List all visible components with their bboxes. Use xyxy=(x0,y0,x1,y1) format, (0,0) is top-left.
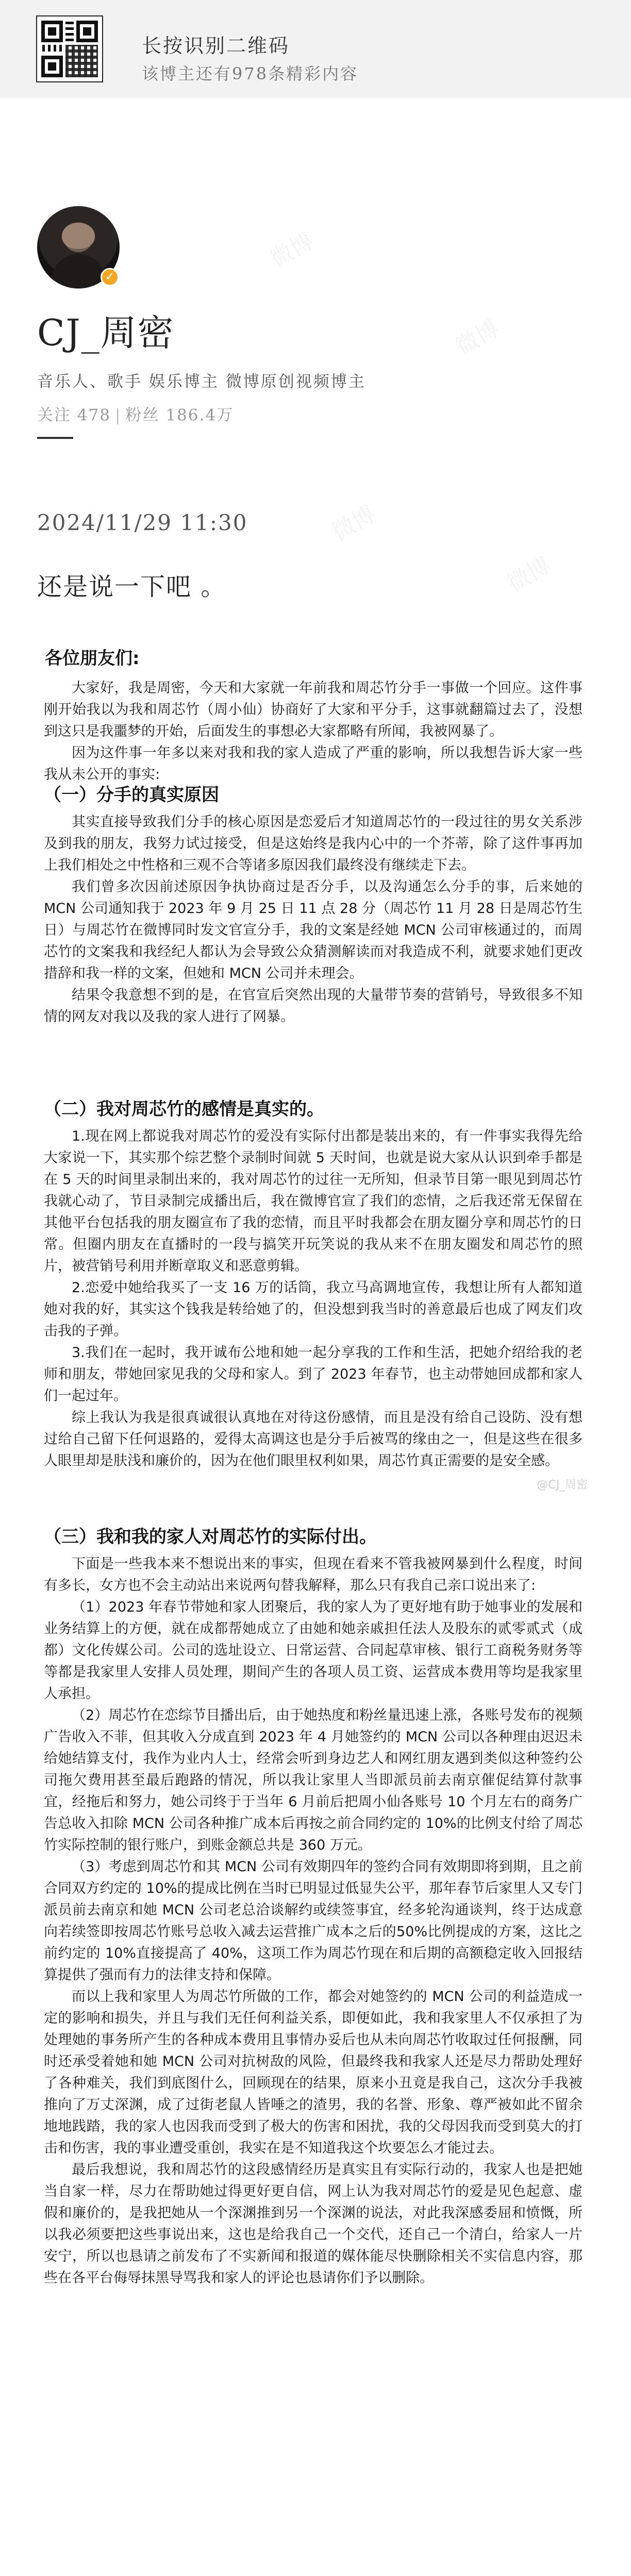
fans-count: 粉丝 186.4万 xyxy=(125,406,234,425)
qr-code[interactable] xyxy=(36,15,103,82)
follow-count: 关注 478 xyxy=(37,406,111,425)
section-2-body xyxy=(44,1126,583,1472)
paragraph: 下面是一些我本来不想说出来的事实，但现在看来不管我被网暴到什么程度，时间有多长，女方也不会主动站出来说两句替我解释，那么只有我自己亲口说出来了: xyxy=(44,1556,583,1594)
top-banner xyxy=(0,0,631,98)
section-3-title: （三）我和我的家人对周芯竹的实际付出。 xyxy=(44,1527,377,1547)
watermark: 微博 xyxy=(265,227,319,273)
paragraph: 结果令我意想不到的是，在官宣后突然出现的大量带节奏的营销号，导致很多不知情的网友对我以及我的家人进行了网暴。 xyxy=(44,987,583,1025)
user-stats: 关注 478 | 粉丝 186.4万 xyxy=(37,406,234,425)
watermark: 微博 xyxy=(327,500,380,546)
banner-subtitle: 该博主还有978条精彩内容 xyxy=(142,64,359,83)
section-3-body xyxy=(44,1553,583,2289)
banner-title: 长按识别二维码 xyxy=(142,35,290,57)
intro-paragraphs xyxy=(44,677,583,786)
paragraph: 2.恋爱中她给我买了一支 16 万的话筒，我立马高调地宣传，我想让所有人都知道她对我的好，其实这个钱我是转给她了的，但没想到我当时的善意最后也成了网友们攻击我的子弹。 xyxy=(44,1280,583,1339)
post-text: 还是说一下吧 。 xyxy=(37,572,227,601)
user-name[interactable]: CJ_周密 xyxy=(37,312,175,354)
paragraph: 因为这件事一年多以来对我和我的家人造成了严重的影响，所以我想告诉大家一些我从未公开的事实: xyxy=(44,745,583,783)
divider xyxy=(37,437,73,439)
paragraph: （2）周芯竹在恋综节目播出后，由于她热度和粉丝量迅速上涨，各账号发布的视频广告收入不菲，但其收入分成直到 2023 年 4 月她签约的 MCN 公司以各种理由迟迟未给她结算支付，我作为业内人士，经常会听到身边艺人和网红朋友遇到类似这种签约公司拖欠费用甚至最后跑路的情况，所以我让家里人当即派员前去南京催促结算付款事宜，经拖后和努力，她公司终于于当年 6 月前后把周小仙各账号 10 个月左右的商务广告总收入扣除 MCN 公司各种推广成本后再按之前合同约定的 10%的比例支付给了周芯竹实际控制的银行账户，到账金额总共是 360 万元。 xyxy=(44,1707,583,1853)
post-time: 2024/11/29 11:30 xyxy=(37,510,248,535)
paragraph: 1.现在网上都说我对周芯竹的爱没有实际付出都是装出来的，有一件事实我得先给大家说一下，其实那个综艺整个录制时间就 5 天时间，也就是说大家从认识到牵手都是在 5 天的时间里录制出来的，我对周芯竹的过往一无所知，但录节目第一眼见到周芯竹我就心动了，节目录制完成播出后，我在微博官宣了我们的恋情，之后我还常无保留在其他平台包括我的朋友圈宣布了我的恋情，而且平时我都会在朋友圈分享和周芯竹的日常。但圈内朋友在直播时的一段与搞笑开玩笑说的我从来不在朋友圈发和周芯竹的照片，被营销号利用并断章取义和恶意剪辑。 xyxy=(44,1128,583,1274)
image-signature: @CJ_周密 xyxy=(537,1479,588,1492)
section-1-title: （一）分手的真实原因 xyxy=(44,785,219,805)
article-greeting: 各位朋友们: xyxy=(45,648,140,669)
paragraph: （3）考虑到周芯竹和其 MCN 公司有效期四年的签约合同有效期即将到期，且之前合同双方约定的 10%的提成比例在当时已明显过低显失公平，那年春节后家里人又专门派员前去南京和她 MCN 公司老总洽谈解约或续签事宜，经多轮沟通谈判，终于达成意向若续签即按周芯竹账号总收入减去运营推广成本之后的50%比例提成的方案，这比之前约定的 10%直接提高了 40%，这项工作为周芯竹现在和后期的高额稳定收入回报结算提供了强而有力的法律支持和保障。 xyxy=(44,1859,583,1983)
watermark: 微博 xyxy=(451,315,504,361)
paragraph: 3.我们在一起时，我开诚布公地和她一起分享我的工作和生活，把她介绍给我的老师和朋友，带她回家见我的父母和家人。到了 2023 年春节，也主动带她回成都和家人们一起过年。 xyxy=(44,1345,583,1404)
paragraph: 综上我认为我是很真诚很认真地在对待这份感情，而且是没有给自己设防、没有想过给自己留下任何退路的，爱得太高调这也是分手后被骂的缘由之一，但是这些在很多人眼里却是肤浅和廉价的，因为在他们眼里权利如果，周芯竹真正需要的是安全感。 xyxy=(44,1410,583,1469)
watermark: 微博 xyxy=(503,552,556,598)
paragraph: 其实直接导致我们分手的核心原因是恋爱后才知道周芯竹的一段过往的男女关系涉及到我的朋友，我努力试过接受，但是这始终是我内心中的一个芥蒂，除了这件事再加上我们相处之中性格和三观不合等诸多原因我们最终没有继续走下去。 xyxy=(44,814,583,873)
article-image xyxy=(39,626,593,2576)
paragraph: 大家好，我是周密，今天和大家就一年前我和周芯竹分手一事做一个回应。这件事刚开始我以为我和周芯竹（周小仙）协商好了大家和平分手，这事就翻篇过去了，没想到这只是我噩梦的开始，后面发生的事想必大家都略有所闻，我被网暴了。 xyxy=(44,680,583,739)
paragraph: 而以上我和家里人为周芯竹所做的工作，都会对她签约的 MCN 公司的利益造成一定的影响和损失，并且与我们无任何利益关系，即便如此，我和我家里人不仅承担了为处理她的事务所产生的各种成本费用且事情办妥后也从未向周芯竹收取过任何报酬，同时还承受着她和她 MCN 公司对抗树敌的风险，但最终我和我家人还是尽力帮助处理好了各种难关，我们到底图什么，回顾现在的结果，原来小丑竟是我自己，这次分手我被推向了万丈深渊，成了过街老鼠人皆唾之的渣男，我的名誉、形象、尊严被如此不留余地地践踏，我的家人也因我而受到了极大的伤害和困扰，我的父母因我而受到莫大的打击和伤害，我的事业遭受重创，我实在是不知道我这个坎要怎么才能过去。 xyxy=(44,1989,583,2156)
paragraph: （1）2023 年春节带她和家人团聚后，我的家人为了更好地有助于她事业的发展和业务结算上的方便，就在成都帮她成立了由她和她亲戚担任法人及股东的贰零贰式（成都）文化传媒公司。公司的选址设立、日常运营、合同起草审核、银行工商税务财务等等都是我家里人安排人员处理，期间产生的各项人员工资、运营成本费用等均是我家里人承担。 xyxy=(44,1599,583,1702)
section-1-body xyxy=(44,811,583,1028)
paragraph: 我们曾多次因前述原因争执协商过是否分手，以及沟通怎么分手的事，后来她的 MCN 公司通知我于 2023 年 9 月 25 日 11 点 28 分（周芯竹 11 月 28 日是周芯竹生日）与周芯竹在微博同时发文官宣分手，我的文案是经她 MCN 公司审核通过的，而周芯竹的文案我和我经纪人都认为会导致公众猜测解读而对我造成不利，就要求她们更改措辞和我一样的文案，但她和 MCN 公司并未理会。 xyxy=(44,879,583,981)
section-2-title: （二）我对周芯竹的感情是真实的。 xyxy=(44,1099,324,1120)
verified-badge-icon: ✓ xyxy=(101,268,119,286)
paragraph: 最后我想说，我和周芯竹的这段感情经历是真实且有实际行动的，我家人也是把她当自家一样，尽力在帮助她过得更好更自信，网上认为我对周芯竹的爱是见色起意、虚假和廉价的，是我把她从一个深渊推到另一个深渊的说法，对此我深感委屈和愤慨，所以我必须要把这些事说出来，这也是给我自己一个交代，还自己一个清白，给家人一片安宁，所以也恳请之前发布了不实新闻和报道的媒体能尽快删除相关不实信息内容，那些在各平台侮辱抹黑导骂我和家人的评论也恳请你们予以删除。 xyxy=(44,2162,583,2286)
user-bio: 音乐人、歌手 娱乐博主 微博原创视频博主 xyxy=(37,372,366,391)
